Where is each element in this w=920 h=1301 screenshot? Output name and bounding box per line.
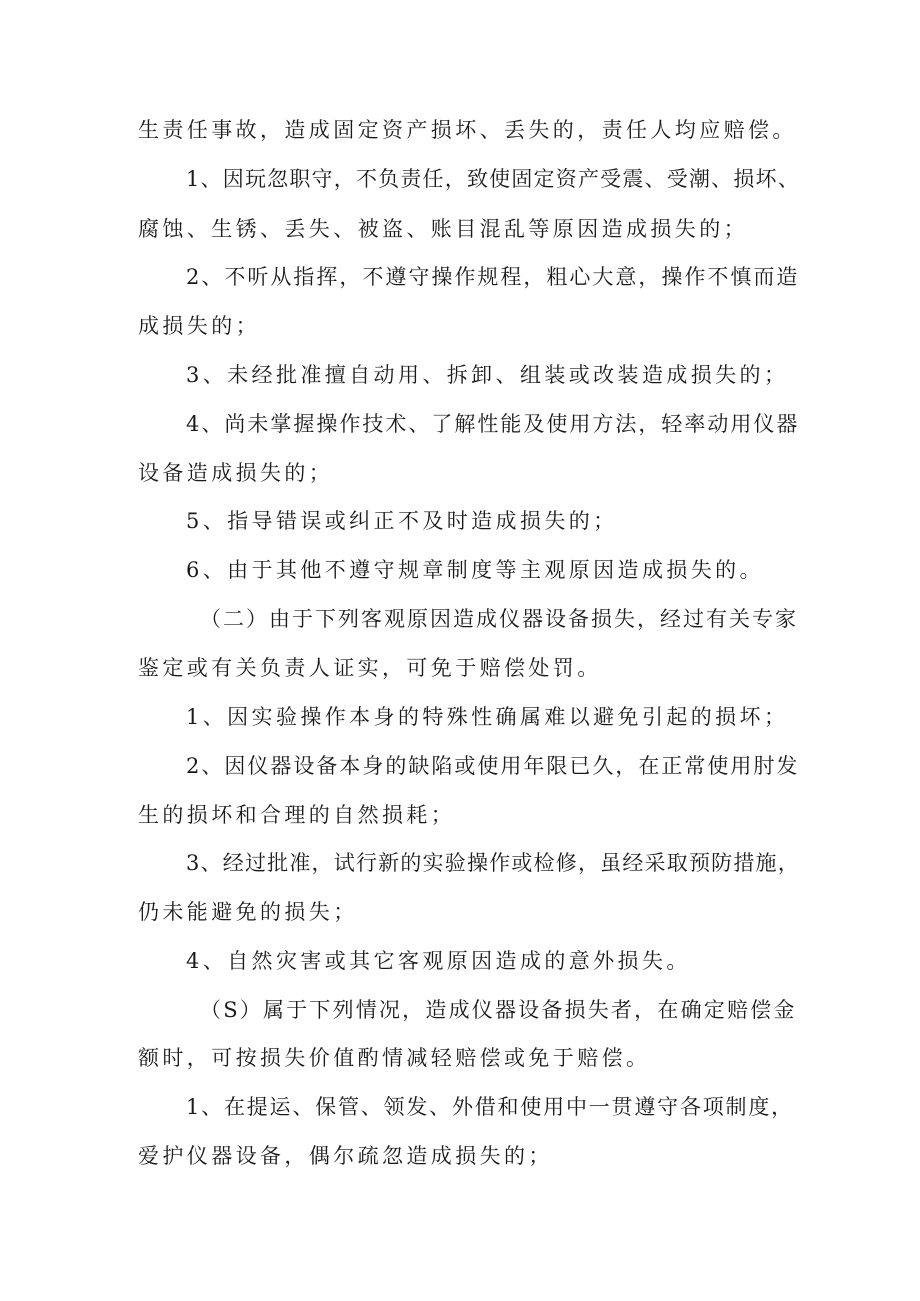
text-line: 2、因仪器设备本身的缺陷或使用年限已久，在正常使用肘发 xyxy=(186,754,800,778)
text-line: 3、经过批准，试行新的实验操作或检修，虽经采取预防措施， xyxy=(186,851,800,875)
text-line: 6、由于其他不遵守规章制度等主观原因造成损失的。 xyxy=(186,558,764,582)
text-line: 4、尚未掌握操作技术、了解性能及使用方法，轻率动用仪器 xyxy=(186,412,800,436)
text-line: 腐蚀、生锈、丢失、被盗、账目混乱等原因造成损失的； xyxy=(138,217,748,241)
text-line: （S）属于下列情况，造成仪器设备损失者，在确定赔偿金 xyxy=(200,998,797,1022)
text-line: 设备造成损失的； xyxy=(138,461,334,485)
text-line: 成损失的； xyxy=(138,314,260,338)
text-line: 额时，可按损失价值酌情减轻赔偿或免于赔偿。 xyxy=(138,1046,651,1070)
text-line: 生的损坏和合理的自然损耗； xyxy=(138,803,456,827)
text-line: 4、自然灾害或其它客观原因造成的意外损失。 xyxy=(186,949,691,973)
text-line: 1、在提运、保管、领发、外借和使用中一贯遵守各项制度， xyxy=(186,1095,794,1119)
text-line: 3、未经批准擅自动用、拆卸、组装或改装造成损失的； xyxy=(186,363,789,387)
text-line: 1、因实验操作本身的特殊性确属难以避免引起的损坏； xyxy=(186,705,789,729)
text-line: （二）由于下列客观原因造成仪器设备损失，经过有关专家 xyxy=(200,607,798,631)
text-line: 5、指导错误或纠正不及时造成损失的； xyxy=(186,509,618,533)
text-line: 1、因玩忽职守，不负责任，致使固定资产受震、受潮、损坏、 xyxy=(186,167,800,191)
text-line: 生责任事故，造成固定资产损坏、丢失的，责任人均应赔偿。 xyxy=(138,118,797,142)
text-line: 鉴定或有关负责人证实，可免于赔偿处罚。 xyxy=(138,656,602,680)
text-line: 仍未能避免的损失； xyxy=(138,900,358,924)
text-line: 爱护仪器设备，偶尔疏忽造成损失的； xyxy=(138,1144,553,1168)
text-line: 2、不听从指挥，不遵守操作规程，粗心大意，操作不慎而造 xyxy=(186,265,800,289)
